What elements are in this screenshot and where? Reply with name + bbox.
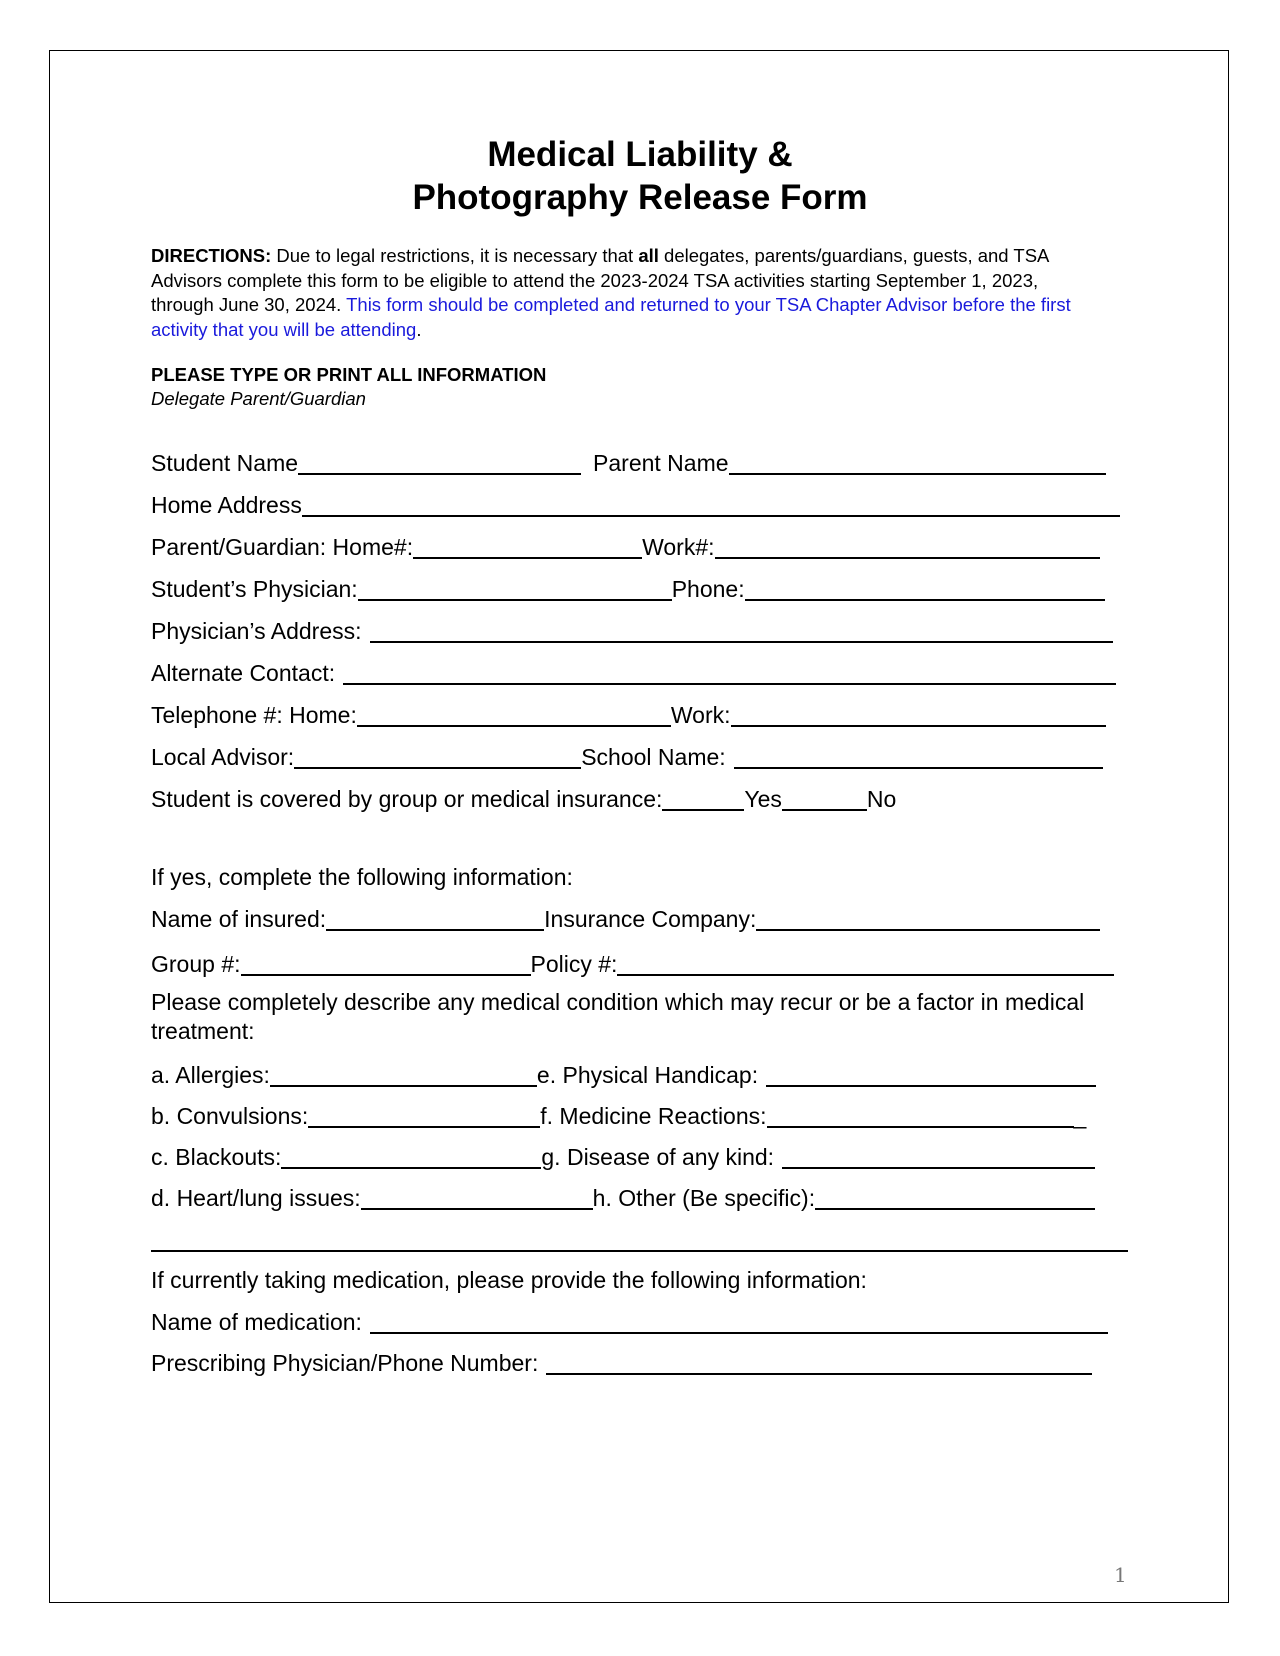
form-title-line2: Photography Release Form bbox=[412, 178, 868, 217]
group-number-field[interactable] bbox=[241, 952, 531, 976]
physician-field[interactable] bbox=[358, 577, 672, 601]
physical-handicap-field[interactable] bbox=[766, 1063, 1096, 1087]
tel-home-field[interactable] bbox=[357, 703, 671, 727]
directions-text-1: Due to legal restrictions, it is necessary that bbox=[271, 245, 639, 266]
heart-lung-field[interactable] bbox=[361, 1186, 593, 1210]
directions-label: DIRECTIONS: bbox=[151, 245, 272, 266]
row-prescriber bbox=[151, 1347, 1131, 1377]
instructions-heading: PLEASE TYPE OR PRINT ALL INFORMATION bbox=[151, 364, 547, 385]
row-insurance-question bbox=[151, 783, 1131, 813]
directions-paragraph bbox=[151, 244, 1101, 342]
blackouts-label: c. Blackouts: bbox=[151, 1144, 282, 1170]
medicine-reactions-tail: _ bbox=[1073, 1103, 1087, 1129]
local-advisor-field[interactable] bbox=[294, 745, 581, 769]
insurance-company-label: Insurance Company: bbox=[544, 906, 757, 932]
insurance-company-field[interactable] bbox=[756, 907, 1100, 931]
directions-text-2: delegates, parents/guardians, guests, and TSA Advisors complete this form to be eligible to attend the 2023-2024 TSA activities starting September 1, 2023, through June 30, 2024. bbox=[151, 245, 1049, 315]
allergies-field[interactable] bbox=[270, 1063, 537, 1087]
pg-home-field[interactable] bbox=[413, 535, 642, 559]
physician-phone-label: Phone: bbox=[671, 576, 745, 602]
parent-name-label: Parent Name bbox=[593, 450, 729, 476]
blackouts-field[interactable] bbox=[281, 1145, 541, 1169]
convulsions-field[interactable] bbox=[308, 1104, 540, 1128]
school-name-field[interactable] bbox=[734, 745, 1103, 769]
tel-home-label: Telephone #: Home: bbox=[151, 702, 357, 728]
medicine-reactions-field[interactable] bbox=[767, 1104, 1074, 1128]
disease-label: g. Disease of any kind: bbox=[541, 1144, 775, 1170]
directions-blue-note: This form should be completed and returned to your TSA Chapter Advisor before the first activity that you will be attending bbox=[151, 294, 1071, 340]
name-insured-field[interactable] bbox=[326, 907, 544, 931]
heart-lung-label: d. Heart/lung issues: bbox=[151, 1185, 361, 1211]
instructions-subheading: Delegate Parent/Guardian bbox=[151, 388, 366, 409]
insurance-intro: If yes, complete the following information: bbox=[151, 864, 573, 890]
convulsions-label: b. Convulsions: bbox=[151, 1103, 309, 1129]
row-advisor-school bbox=[151, 741, 1131, 771]
other-field[interactable] bbox=[815, 1186, 1095, 1210]
home-address-label: Home Address bbox=[151, 492, 302, 518]
row-blackouts-disease bbox=[151, 1141, 1131, 1171]
row-group-policy bbox=[151, 948, 1131, 978]
row-insured-company bbox=[151, 903, 1131, 933]
tel-work-label: Work: bbox=[670, 702, 731, 728]
row-heart-other bbox=[151, 1182, 1131, 1212]
policy-number-label: Policy #: bbox=[530, 951, 618, 977]
student-name-label: Student Name bbox=[151, 450, 299, 476]
local-advisor-label: Local Advisor: bbox=[151, 744, 295, 770]
row-parent-phones bbox=[151, 531, 1131, 561]
insurance-yes-label: Yes bbox=[744, 786, 782, 812]
form-title-line1: Medical Liability & bbox=[487, 135, 793, 174]
directions-bold-word: all bbox=[638, 245, 659, 266]
medication-name-field[interactable] bbox=[370, 1310, 1108, 1334]
disease-field[interactable] bbox=[782, 1145, 1095, 1169]
physical-handicap-label: e. Physical Handicap: bbox=[536, 1062, 759, 1088]
additional-line-field[interactable] bbox=[151, 1250, 1128, 1252]
insurance-no-label: No bbox=[866, 786, 897, 812]
insurance-no-field[interactable] bbox=[782, 787, 867, 811]
tel-work-field[interactable] bbox=[731, 703, 1106, 727]
pg-work-label: Work#: bbox=[642, 534, 715, 560]
alternate-contact-field[interactable] bbox=[343, 661, 1116, 685]
medication-name-label: Name of medication: bbox=[151, 1309, 362, 1335]
row-home-address bbox=[151, 489, 1131, 519]
row-allergies-handicap bbox=[151, 1059, 1131, 1089]
physician-address-field[interactable] bbox=[370, 619, 1113, 643]
medicine-reactions-label: f. Medicine Reactions: bbox=[540, 1103, 767, 1129]
parent-name-field[interactable] bbox=[729, 451, 1106, 475]
directions-end: . bbox=[416, 318, 422, 340]
prescriber-field[interactable] bbox=[546, 1351, 1092, 1375]
school-name-label: School Name: bbox=[581, 744, 726, 770]
insurance-yes-field[interactable] bbox=[662, 787, 744, 811]
policy-number-field[interactable] bbox=[617, 952, 1114, 976]
pg-work-field[interactable] bbox=[715, 535, 1100, 559]
allergies-label: a. Allergies: bbox=[151, 1062, 270, 1088]
physician-address-label: Physician’s Address: bbox=[151, 618, 362, 644]
row-medication-name bbox=[151, 1306, 1131, 1336]
alternate-contact-label: Alternate Contact: bbox=[151, 660, 336, 686]
group-number-label: Group #: bbox=[151, 951, 241, 977]
medical-intro: Please completely describe any medical condition which may recur or be a factor in medical treatment: bbox=[151, 989, 1085, 1044]
medication-intro: If currently taking medication, please provide the following information: bbox=[151, 1267, 867, 1293]
row-student-parent bbox=[151, 447, 1131, 477]
name-insured-label: Name of insured: bbox=[151, 906, 327, 932]
student-name-field[interactable] bbox=[298, 451, 581, 475]
page-number: 1 bbox=[1114, 1563, 1127, 1587]
row-alternate-contact bbox=[151, 657, 1131, 687]
prescriber-label: Prescribing Physician/Phone Number: bbox=[151, 1350, 539, 1376]
home-address-field[interactable] bbox=[302, 493, 1120, 517]
physician-label: Student’s Physician: bbox=[151, 576, 358, 602]
physician-phone-field[interactable] bbox=[745, 577, 1105, 601]
pg-home-label: Parent/Guardian: Home#: bbox=[151, 534, 414, 560]
row-convulsions-reactions bbox=[151, 1100, 1131, 1130]
other-label: h. Other (Be specific): bbox=[592, 1185, 816, 1211]
row-physician-address bbox=[151, 615, 1131, 645]
row-telephone bbox=[151, 699, 1131, 729]
row-physician bbox=[151, 573, 1131, 603]
insurance-question-label: Student is covered by group or medical insurance: bbox=[151, 786, 663, 812]
